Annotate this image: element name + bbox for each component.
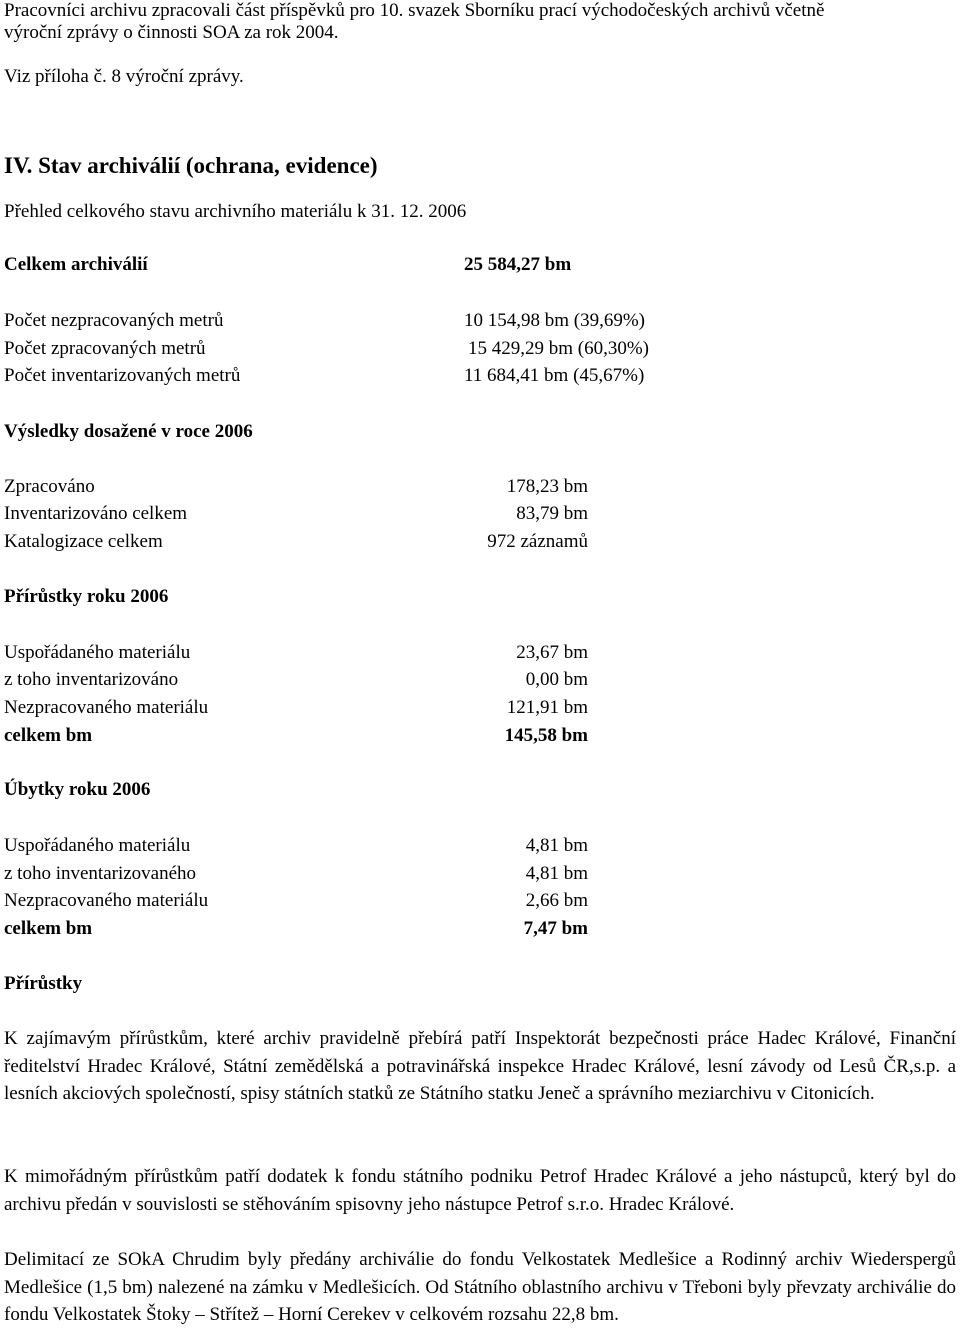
overview-row: [4, 309, 956, 333]
disposals-row-value: 4,81 bm: [525, 863, 588, 884]
overview-row-value: 10 154,98 bm (39,69%): [464, 310, 646, 331]
results-row: [4, 502, 956, 526]
section-subtitle: Přehled celkového stavu archivního materiálu k 31. 12. 2006: [4, 201, 467, 222]
overview-row-label: Počet zpracovaných metrů: [4, 338, 206, 359]
disposals-total-row: [4, 917, 956, 941]
disposals-total-value: 7,47 bm: [523, 918, 588, 939]
overview-row-value: 15 429,29 bm (60,30%): [468, 338, 650, 359]
accessions-total-row: [4, 724, 956, 748]
overview-row-label: Počet inventarizovaných metrů: [4, 365, 241, 386]
disposals-row: [4, 889, 956, 913]
intro-line-2: výroční zprávy o činnosti SOA za rok 2004.: [4, 22, 339, 43]
section-title: IV. Stav archiválií (ochrana, evidence): [4, 153, 378, 178]
prirustky-paragraph: K zajímavým přírůstkům, které archiv pravidelně přebírá patří Inspektorát bezpečnosti práce Hadec Králové, Finanční ředitelství Hradec Králové, Státní zemědělská a potravinářská inspekce Hradec Králové, lesní závody od Lesů ČR,s.p. a lesních akciových společností, spisy státních statků ze Státního statku Jeneč a správního meziarchivu v Citonicích.: [4, 1028, 956, 1104]
overview-row-value: 11 684,41 bm (45,67%): [464, 365, 645, 386]
accessions-row: [4, 696, 956, 720]
prirustky-paragraph: K mimořádným přírůstkům patří dodatek k fondu státního podniku Petrof Hradec Králové a jeho nástupců, který byl do archivu předán v souvislosti se stěhováním spisovny jeho nástupce Petrof s.r.o. Hradec Králové.: [4, 1166, 956, 1215]
results-heading: Výsledky dosažené v roce 2006: [4, 421, 253, 442]
disposals-row-value: 4,81 bm: [525, 835, 588, 856]
overview-total-value: 25 584,27 bm: [464, 254, 572, 275]
prirustky-heading: Přírůstky: [4, 973, 83, 994]
accessions-row: [4, 641, 956, 665]
overview-row-label: Počet nezpracovaných metrů: [4, 310, 224, 331]
intro-note: Viz příloha č. 8 výroční zprávy.: [4, 66, 244, 87]
disposals-row-label: Uspořádaného materiálu: [4, 835, 191, 856]
results-row-label: Inventarizováno celkem: [4, 503, 188, 524]
accessions-row-label: z toho inventarizováno: [4, 669, 179, 690]
accessions-total-value: 145,58 bm: [504, 725, 588, 746]
results-row-value: 178,23 bm: [506, 476, 588, 497]
accessions-row-label: Uspořádaného materiálu: [4, 642, 191, 663]
overview-total-label: Celkem archiválií: [4, 254, 148, 275]
disposals-row-value: 2,66 bm: [525, 890, 588, 911]
disposals-total-label: celkem bm: [4, 918, 93, 939]
results-row: [4, 530, 956, 554]
disposals-row: [4, 834, 956, 858]
accessions-row-value: 0,00 bm: [525, 669, 588, 690]
disposals-row-label: z toho inventarizovaného: [4, 863, 197, 884]
accessions-row-value: 23,67 bm: [516, 642, 588, 663]
prirustky-paragraph: Delimitací ze SOkA Chrudim byly předány archiválie do fondu Velkostatek Medlešice a Rodinný archiv Wiederspergů Medlešice (1,5 bm) nalezené na zámku v Medlešicích. Od Státního oblastního archivu v Třeboni byly převzaty archiválie do fondu Velkostatek Štoky – Střítež – Horní Cerekev v celkovém rozsahu 22,8 bm.: [4, 1249, 956, 1325]
results-row-value: 972 záznamů: [487, 531, 588, 552]
accessions-row-value: 121,91 bm: [506, 697, 588, 718]
accessions-row-label: Nezpracovaného materiálu: [4, 697, 209, 718]
overview-row: [4, 364, 956, 388]
accessions-row: [4, 668, 956, 692]
accessions-total-label: celkem bm: [4, 725, 93, 746]
disposals-row-label: Nezpracovaného materiálu: [4, 890, 209, 911]
results-row-value: 83,79 bm: [516, 503, 588, 524]
accessions-heading: Přírůstky roku 2006: [4, 586, 169, 607]
intro-line-1: Pracovníci archivu zpracovali část příspěvků pro 10. svazek Sborníku prací východočeských archivů včetně: [4, 0, 825, 21]
overview-row: [4, 337, 956, 361]
results-row-label: Zpracováno: [4, 476, 95, 497]
disposals-heading: Úbytky roku 2006: [4, 779, 151, 800]
results-row: [4, 475, 956, 499]
results-row-label: Katalogizace celkem: [4, 531, 163, 552]
overview-total-row: [4, 253, 956, 277]
disposals-row: [4, 862, 956, 886]
